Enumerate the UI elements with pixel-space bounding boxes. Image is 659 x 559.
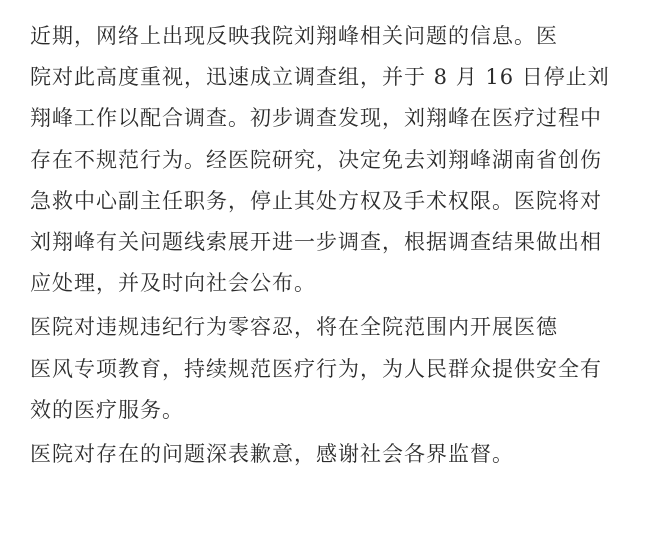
text-line: 急救中心副主任职务，停止其处方权及手术权限。医院将对 — [30, 188, 602, 213]
document-body — [30, 16, 635, 475]
text-line: 刘翔峰有关问题线索展开进一步调查，根据调查结果做出相 — [30, 229, 602, 254]
text-line: 医院对存在的问题深表歉意，感谢社会各界监督。 — [30, 441, 514, 466]
text-line: 医风专项教育，持续规范医疗行为，为人民群众提供安全有 — [30, 356, 602, 381]
text-line: 效的医疗服务。 — [30, 397, 184, 422]
text-line: 应处理，并及时向社会公布。 — [30, 271, 316, 296]
text-line: 近期，网络上出现反映我院刘翔峰相关问题的信息。医 — [30, 24, 558, 48]
text-line: 院对此高度重视，迅速成立调查组，并于 8 月 16 日停止刘 — [30, 65, 610, 90]
paragraph-2 — [30, 307, 635, 431]
text-line: 翔峰工作以配合调查。初步调查发现，刘翔峰在医疗过程中 — [30, 106, 602, 131]
text-line: 医院对违规违纪行为零容忍，将在全院范围内开展医德 — [30, 315, 558, 340]
text-line: 存在不规范行为。经医院研究，决定免去刘翔峰湖南省创伤 — [30, 147, 602, 172]
paragraph-1 — [30, 16, 635, 304]
paragraph-3 — [30, 434, 635, 475]
